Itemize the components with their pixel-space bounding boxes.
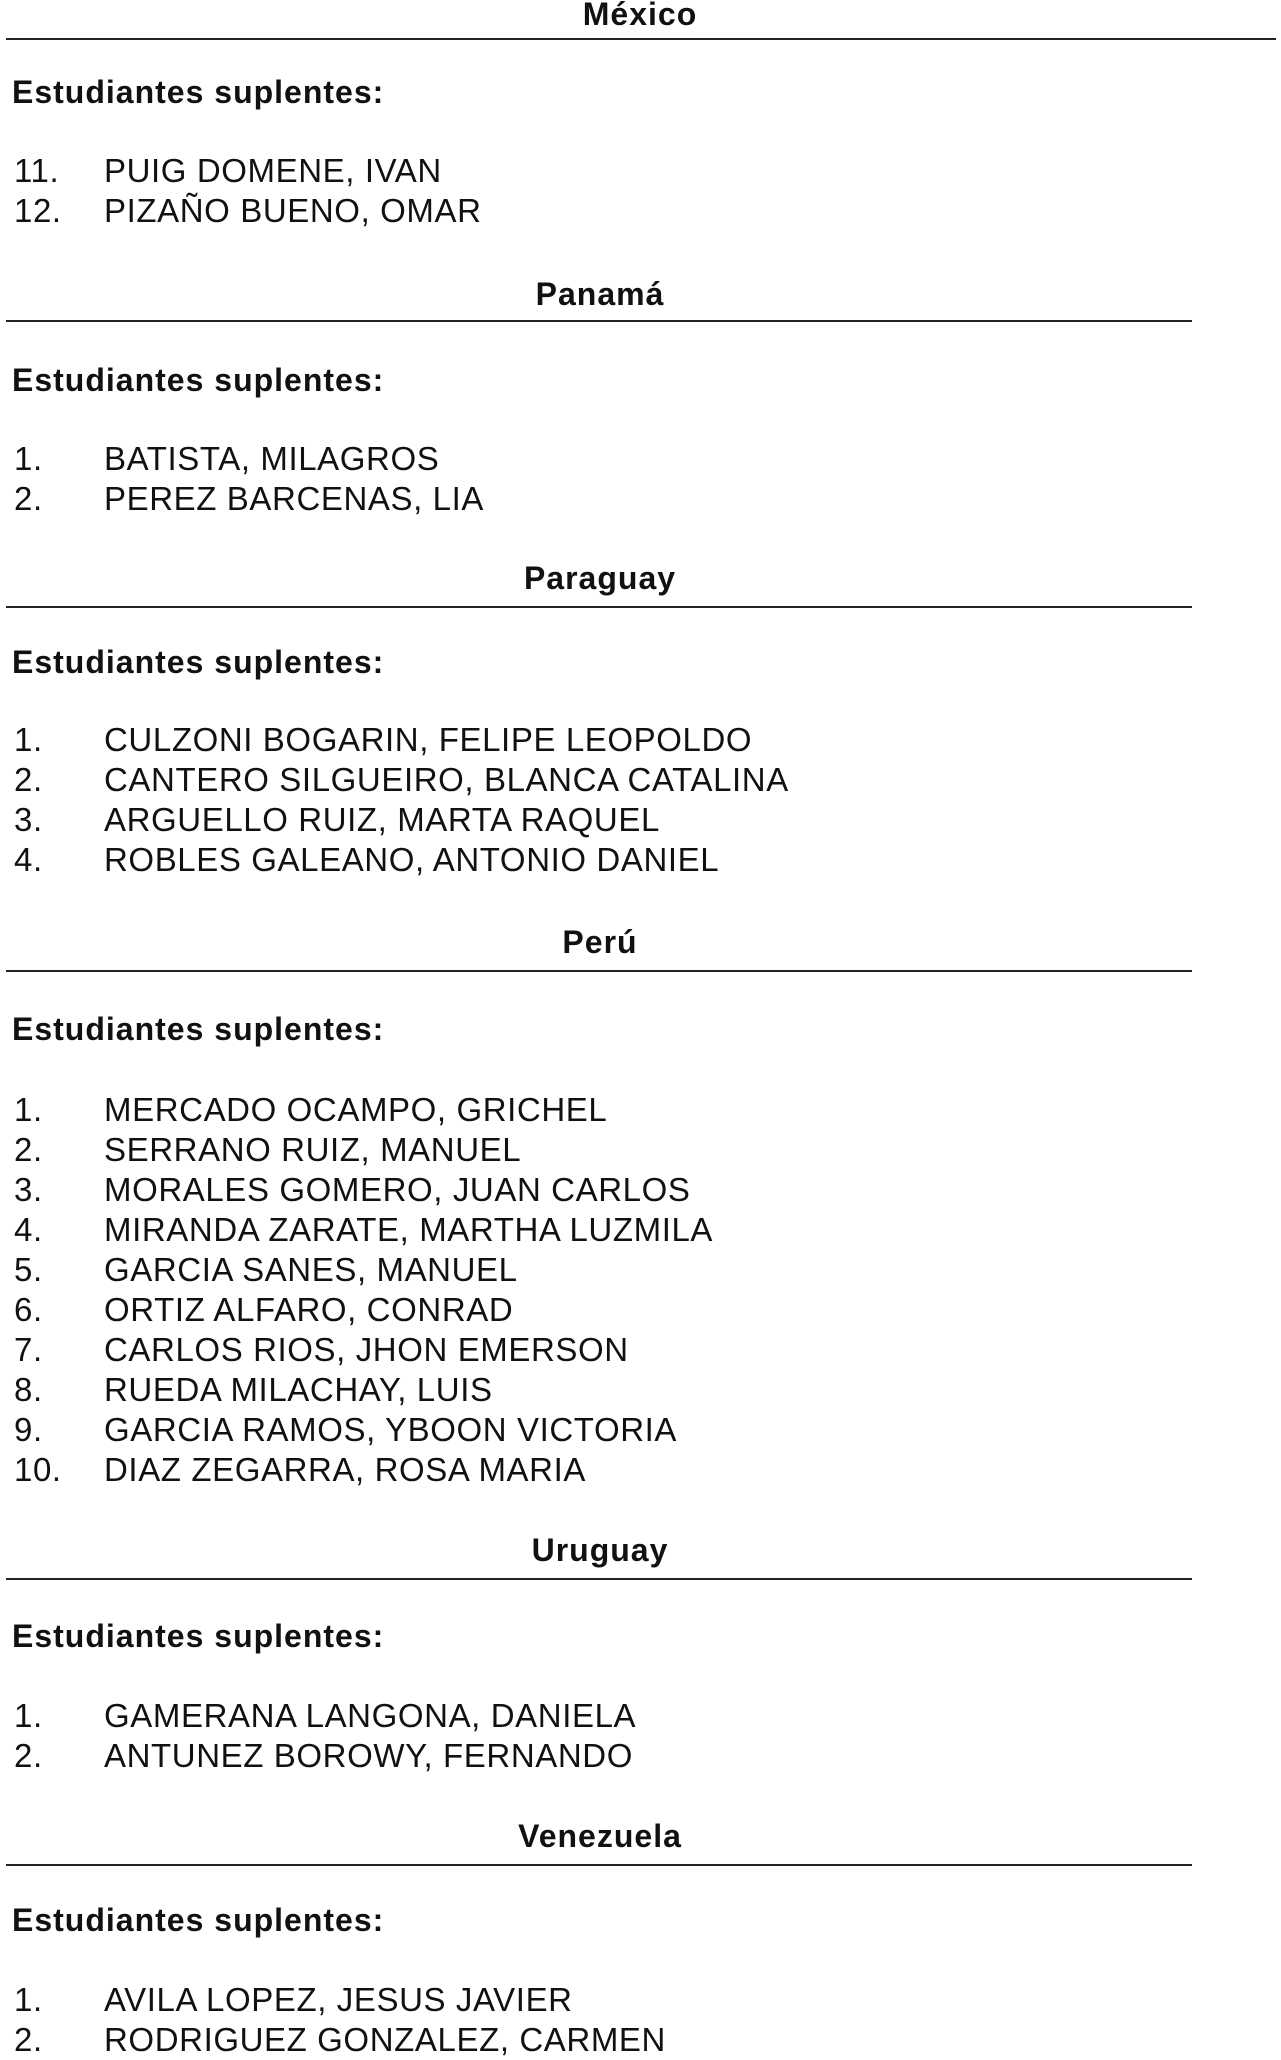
country-title: Venezuela xyxy=(518,1818,682,1854)
item-name: PUIG DOMENE, IVAN xyxy=(104,152,442,189)
subheading: Estudiantes suplentes: xyxy=(12,1902,385,1938)
item-number: 6. xyxy=(14,1291,43,1328)
subheading: Estudiantes suplentes: xyxy=(12,1618,385,1654)
list-item xyxy=(14,1090,713,1130)
list-item xyxy=(14,439,484,479)
student-list xyxy=(14,151,482,231)
student-list xyxy=(14,720,789,880)
list-item xyxy=(14,1370,713,1410)
item-number: 1. xyxy=(14,1697,43,1734)
section-divider xyxy=(6,1578,1192,1580)
list-item xyxy=(14,1130,713,1170)
subheading: Estudiantes suplentes: xyxy=(12,1011,385,1047)
item-number: 10. xyxy=(14,1451,62,1488)
list-item xyxy=(14,191,482,231)
item-number: 12. xyxy=(14,192,62,229)
item-name: PEREZ BARCENAS, LIA xyxy=(104,480,485,517)
country-title: Panamá xyxy=(535,276,665,312)
list-item xyxy=(14,840,789,880)
list-item xyxy=(14,760,789,800)
item-number: 4. xyxy=(14,841,43,878)
country-title: Uruguay xyxy=(531,1532,669,1568)
item-number: 8. xyxy=(14,1371,43,1408)
country-title: Paraguay xyxy=(523,560,677,596)
item-name: RODRIGUEZ GONZALEZ, CARMEN xyxy=(104,2021,666,2058)
item-number: 2. xyxy=(14,480,43,517)
list-item xyxy=(14,800,789,840)
student-list xyxy=(14,1696,636,1776)
item-number: 9. xyxy=(14,1411,43,1448)
section-divider xyxy=(6,606,1192,608)
item-name: RUEDA MILACHAY, LUIS xyxy=(104,1371,493,1408)
section-divider xyxy=(6,320,1192,322)
item-number: 3. xyxy=(14,801,43,838)
country-title: México xyxy=(582,0,698,32)
item-name: ARGUELLO RUIZ, MARTA RAQUEL xyxy=(104,801,660,838)
subheading: Estudiantes suplentes: xyxy=(12,74,385,110)
section-divider xyxy=(6,970,1192,972)
item-number: 2. xyxy=(14,1737,43,1774)
subheading: Estudiantes suplentes: xyxy=(12,644,385,680)
item-name: MIRANDA ZARATE, MARTHA LUZMILA xyxy=(104,1211,714,1248)
list-item xyxy=(14,1170,713,1210)
item-name: GAMERANA LANGONA, DANIELA xyxy=(104,1697,637,1734)
item-number: 3. xyxy=(14,1171,43,1208)
item-name: MERCADO OCAMPO, GRICHEL xyxy=(104,1091,608,1128)
list-item xyxy=(14,1210,713,1250)
item-name: CULZONI BOGARIN, FELIPE LEOPOLDO xyxy=(104,721,753,758)
item-name: PIZAÑO BUENO, OMAR xyxy=(104,192,482,229)
list-item xyxy=(14,151,482,191)
item-number: 11. xyxy=(14,152,60,189)
student-list xyxy=(14,1090,713,1490)
list-item xyxy=(14,2020,666,2060)
item-name: GARCIA SANES, MANUEL xyxy=(104,1251,518,1288)
section-divider xyxy=(6,38,1276,40)
item-name: CANTERO SILGUEIRO, BLANCA CATALINA xyxy=(104,761,789,798)
item-number: 2. xyxy=(14,1131,43,1168)
item-name: GARCIA RAMOS, YBOON VICTORIA xyxy=(104,1411,678,1448)
list-item xyxy=(14,1330,713,1370)
list-item xyxy=(14,1250,713,1290)
item-number: 1. xyxy=(14,1091,43,1128)
list-item xyxy=(14,1696,636,1736)
item-name: AVILA LOPEZ, JESUS JAVIER xyxy=(104,1981,573,2018)
item-name: ANTUNEZ BOROWY, FERNANDO xyxy=(104,1737,633,1774)
item-number: 4. xyxy=(14,1211,43,1248)
item-name: CARLOS RIOS, JHON EMERSON xyxy=(104,1331,629,1368)
item-name: DIAZ ZEGARRA, ROSA MARIA xyxy=(104,1451,586,1488)
item-name: MORALES GOMERO, JUAN CARLOS xyxy=(104,1171,691,1208)
item-name: ROBLES GALEANO, ANTONIO DANIEL xyxy=(104,841,720,878)
item-number: 7. xyxy=(14,1331,43,1368)
list-item xyxy=(14,1450,713,1490)
item-number: 5. xyxy=(14,1251,43,1288)
item-name: SERRANO RUIZ, MANUEL xyxy=(104,1131,522,1168)
item-name: ORTIZ ALFARO, CONRAD xyxy=(104,1291,514,1328)
item-number: 2. xyxy=(14,761,43,798)
student-list xyxy=(14,1980,666,2060)
country-title: Perú xyxy=(562,924,638,960)
item-number: 1. xyxy=(14,440,43,477)
section-divider xyxy=(6,1864,1192,1866)
list-item xyxy=(14,479,484,519)
item-name: BATISTA, MILAGROS xyxy=(104,440,440,477)
item-number: 2. xyxy=(14,2021,43,2058)
list-item xyxy=(14,1736,636,1776)
list-item xyxy=(14,1290,713,1330)
student-list xyxy=(14,439,484,519)
list-item xyxy=(14,1410,713,1450)
item-number: 1. xyxy=(14,1981,43,2018)
subheading: Estudiantes suplentes: xyxy=(12,362,385,398)
item-number: 1. xyxy=(14,721,43,758)
list-item xyxy=(14,720,789,760)
list-item xyxy=(14,1980,666,2020)
